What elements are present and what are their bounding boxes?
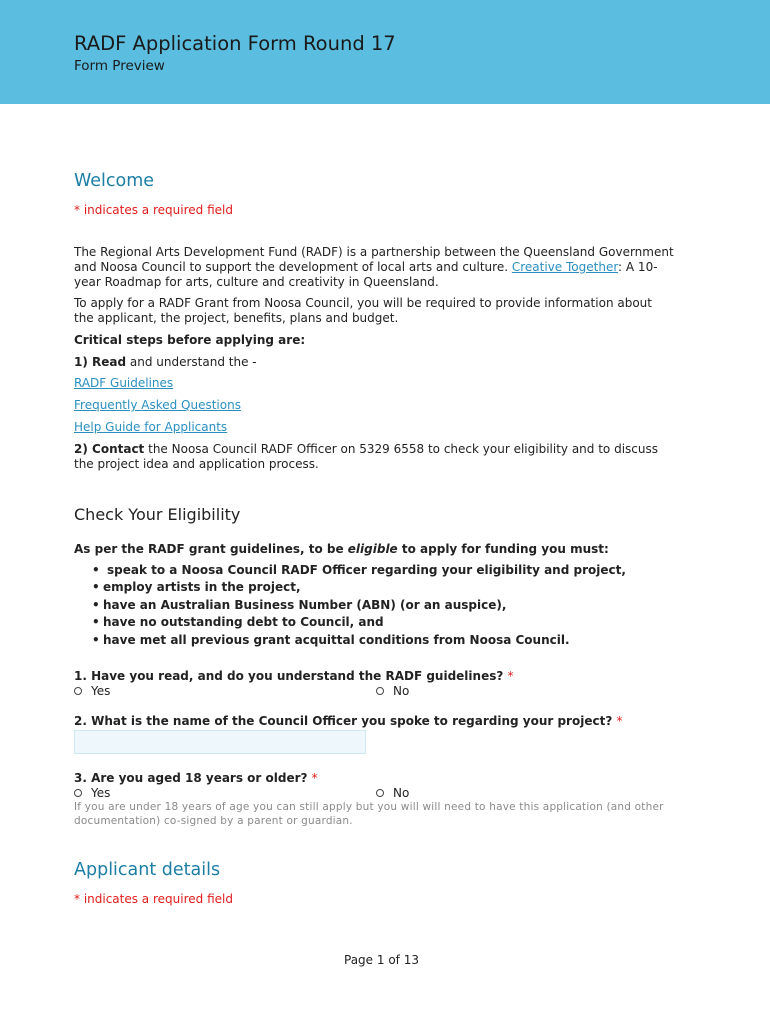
radio-button[interactable] [376,789,384,797]
intro-text: The Regional Arts Development Fund (RADF) is a partnership between the Queensland Government and Noosa Council to support the development of local arts and culture. [74,245,674,274]
required-star: * [616,714,623,728]
eligibility-intro: As per the RADF grant guidelines, to be eligible to apply for funding you must: [74,542,609,556]
step-2: 2) Contact the Noosa Council RADF Officer on 5329 6558 to check your eligibility and to discuss the project idea and application process. [74,442,658,471]
question-3-no-option[interactable]: No [376,786,409,800]
intro-paragraph [74,245,674,290]
question-2-label: 2. What is the name of the Council Officer you spoke to regarding your project? * [74,714,623,728]
eligibility-list [74,562,626,649]
eligibility-heading: Check Your Eligibility [74,505,241,524]
applicant-details-heading: Applicant details [74,860,221,880]
required-field-note: * indicates a required field [74,892,233,906]
list-item: • have no outstanding debt to Council, and [74,614,626,631]
creative-together-rest: : A 10-year Roadmap for arts, culture and creativity in Queensland. [74,260,658,289]
question-1-yes-option[interactable]: Yes [74,684,110,698]
list-item: • have an Australian Business Number (ABN) (or an auspice), [74,597,626,614]
form-subtitle: Form Preview [74,58,165,74]
page-number: Page 1 of 13 [344,953,419,967]
required-field-note: * indicates a required field [74,203,233,217]
question-3-label: 3. Are you aged 18 years or older? * [74,771,318,785]
critical-steps-heading: Critical steps before applying are: [74,333,306,347]
welcome-heading: Welcome [74,171,155,191]
apply-paragraph: To apply for a RADF Grant from Noosa Council, you will be required to provide information about the applicant, the project, benefits, plans and budget. [74,296,652,325]
radio-button[interactable] [74,687,82,695]
form-header [0,0,770,104]
council-officer-name-input[interactable] [74,730,366,754]
question-3-yes-option[interactable]: Yes [74,786,110,800]
form-title: RADF Application Form Round 17 [74,32,396,55]
step-1: 1) Read and understand the - [74,355,257,369]
list-item: • speak to a Noosa Council RADF Officer regarding your eligibility and project, [74,562,626,579]
required-star: * [507,669,514,683]
required-star: * [311,771,318,785]
list-item: • have met all previous grant acquittal conditions from Noosa Council. [74,632,626,649]
creative-together-link[interactable]: Creative Together [511,260,619,274]
question-1-label: 1. Have you read, and do you understand the RADF guidelines? * [74,669,514,683]
radio-button[interactable] [74,789,82,797]
radf-guidelines-link[interactable]: RADF Guidelines [74,376,174,390]
question-1-no-option[interactable]: No [376,684,409,698]
help-guide-link[interactable]: Help Guide for Applicants [74,420,228,434]
radio-button[interactable] [376,687,384,695]
age-hint-text: If you are under 18 years of age you can still apply but you will will need to have this application (and other documentation) co-signed by a parent or guardian. [74,801,664,827]
list-item: • employ artists in the project, [74,579,626,596]
faq-link[interactable]: Frequently Asked Questions [74,398,241,412]
